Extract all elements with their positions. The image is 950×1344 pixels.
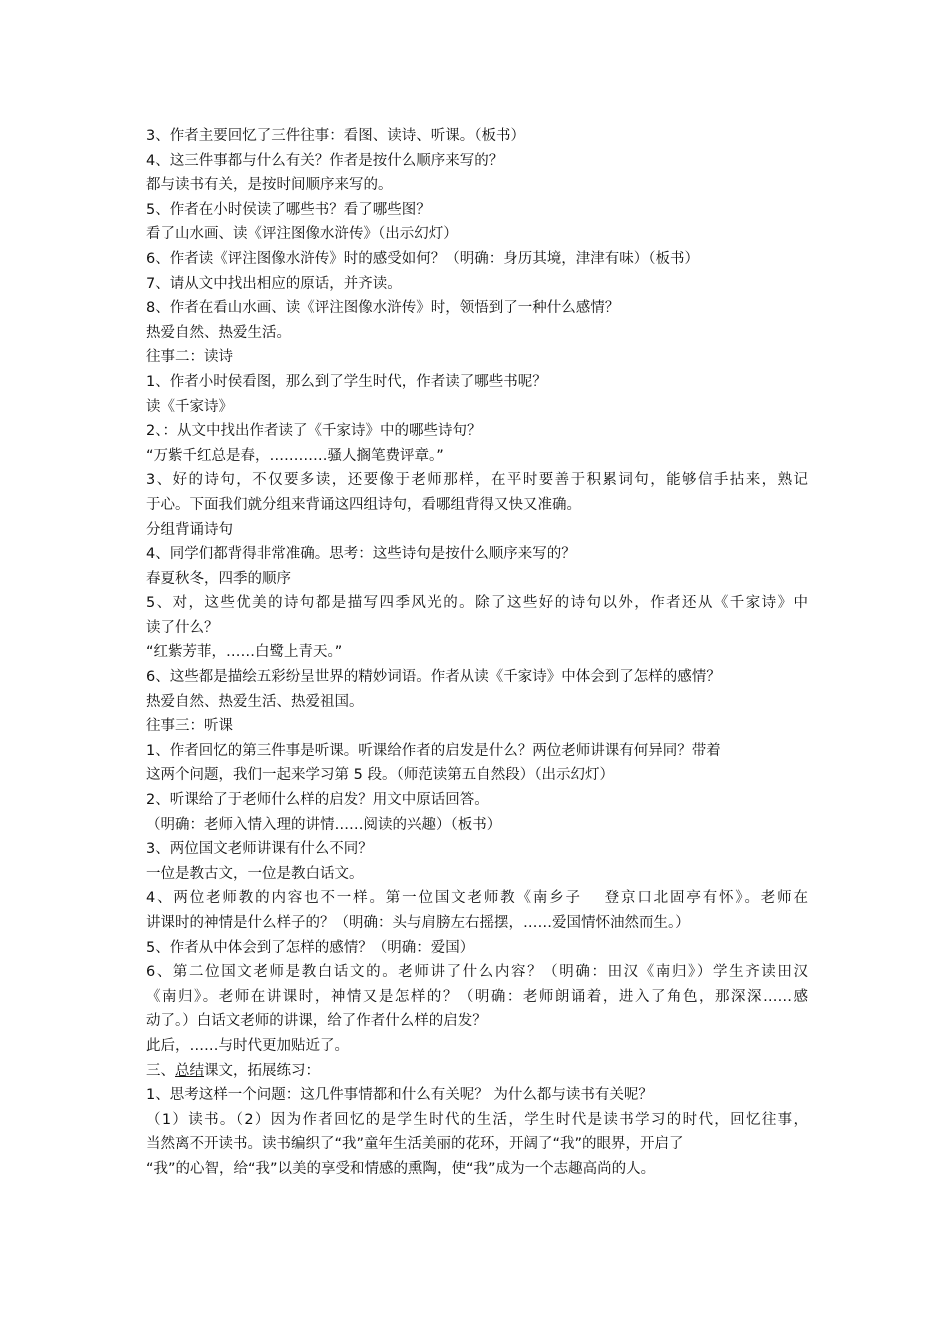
text-line: 此后，……与时代更加贴近了。 bbox=[146, 1037, 349, 1054]
text-line: 当然离不开读书。读书编织了“我”童年生活美丽的花环，开阔了“我”的眼界，开启了 bbox=[146, 1136, 684, 1153]
text-line: 都与读书有关，是按时间顺序来写的。 bbox=[146, 177, 393, 194]
text-line: 读《千家诗》 bbox=[146, 398, 233, 415]
underlined-text: 总结 bbox=[175, 1062, 204, 1079]
text-line: 8、作者在看山水画、读《评注图像水浒传》时，领悟到了一种什么感情？ bbox=[146, 300, 620, 317]
section-heading: 往事三：听课 bbox=[146, 718, 233, 735]
text-line: 这两个问题，我们一起来学习第 5 段。（师范读第五自然段）（出示幻灯） bbox=[146, 767, 614, 784]
text-line: 看了山水画、读《评注图像水浒传》（出示幻灯） bbox=[146, 226, 458, 243]
text-line: 《南归》。老师在讲课时，神情又是怎样的？（明确：老师朗诵着，进入了角色，那深深……感 bbox=[146, 988, 808, 1005]
text-line: 讲课时的神情是什么样子的？（明确：头与肩膀左右摇摆，……爱国情怀油然而生。） bbox=[146, 915, 690, 931]
text-line: 分组背诵诗句 bbox=[146, 521, 233, 538]
text-line: 1、作者小时侯看图，那么到了学生时代，作者读了哪些书呢？ bbox=[146, 373, 547, 390]
text-line: 7、请从文中找出相应的原话，并齐读。 bbox=[146, 275, 402, 292]
text-line: 3、好的诗句，不仅要多读，还要像于老师那样，在平时要善于积累词句，能够信手拈来，熟记 bbox=[146, 472, 808, 489]
text-line: 4、两位老师教的内容也不一样。第一位国文老师教《南乡子 登京口北固亭有怀》。老师在 bbox=[146, 890, 808, 907]
text-line: （明确：老师入情入理的讲情……阅读的兴趣）（板书） bbox=[146, 816, 502, 833]
text-line: 一位是教古文，一位是教白话文。 bbox=[146, 865, 364, 882]
text-line: 6、作者读《评注图像水浒传》时的感受如何？（明确：身历其境，津津有味）（板书） bbox=[146, 250, 699, 267]
text-line: 读了什么？ bbox=[146, 619, 219, 636]
section-heading: 三、总结课文，拓展练习： bbox=[146, 1062, 320, 1079]
text-line: 5、作者从中体会到了怎样的感情？（明确：爱国） bbox=[146, 939, 475, 956]
text-line: 2、听课给了于老师什么样的启发？用文中原话回答。 bbox=[146, 792, 489, 809]
text-line: 3、作者主要回忆了三件往事：看图、读诗、听课。（板书） bbox=[146, 128, 525, 144]
text-line: 4、这三件事都与什么有关？作者是按什么顺序来写的？ bbox=[146, 152, 504, 169]
text-line: 1、思考这样一个问题：这几件事情都和什么有关呢？ 为什么都与读书有关呢？ bbox=[146, 1087, 653, 1104]
text-line: 3、两位国文老师讲课有什么不同？ bbox=[146, 841, 373, 858]
text-line: 6、第二位国文老师是教白话文的。老师讲了什么内容？（明确：田汉《南归》）学生齐读田汉 bbox=[146, 964, 808, 981]
text-line: 5、对，这些优美的诗句都是描写四季风光的。除了这些好的诗句以外，作者还从《千家诗》中 bbox=[146, 595, 808, 612]
text-line: 6、这些都是描绘五彩纷呈世界的精妙词语。作者从读《千家诗》中体会到了怎样的感情？ bbox=[146, 669, 721, 686]
text-line: “我”的心智，给“我”以美的享受和情感的熏陶，使“我”成为一个志趣高尚的人。 bbox=[146, 1160, 656, 1177]
section-heading: 往事二：读诗 bbox=[146, 349, 233, 366]
text-line: （1）读书。（2）因为作者回忆的是学生时代的生活，学生时代是读书学习的时代，回忆往事， bbox=[146, 1111, 808, 1128]
document-page bbox=[146, 124, 808, 1182]
text-line: “红紫芳菲，……白鹭上青天。” bbox=[146, 644, 343, 661]
text-line: 于心。下面我们就分组来背诵这四组诗句，看哪组背得又快又准确。 bbox=[146, 496, 581, 513]
text-line: 春夏秋冬，四季的顺序 bbox=[146, 570, 291, 587]
text-line: 热爱自然、热爱生活。 bbox=[146, 324, 291, 341]
text-line: “万紫千红总是春，…………骚人搁笔费评章。” bbox=[146, 447, 444, 464]
text-line: 动了。）白话文老师的讲课，给了作者什么样的启发？ bbox=[146, 1013, 487, 1030]
text-line: 5、作者在小时侯读了哪些书？看了哪些图？ bbox=[146, 201, 431, 218]
text-line: 4、同学们都背得非常准确。思考：这些诗句是按什么顺序来写的？ bbox=[146, 546, 576, 563]
text-line: 2、：从文中找出作者读了《千家诗》中的哪些诗句？ bbox=[146, 423, 482, 440]
text-line: 1、作者回忆的第三件事是听课。听课给作者的启发是什么？两位老师讲课有何异同？带着 bbox=[146, 742, 721, 759]
text-line: 热爱自然、热爱生活、热爱祖国。 bbox=[146, 693, 364, 710]
